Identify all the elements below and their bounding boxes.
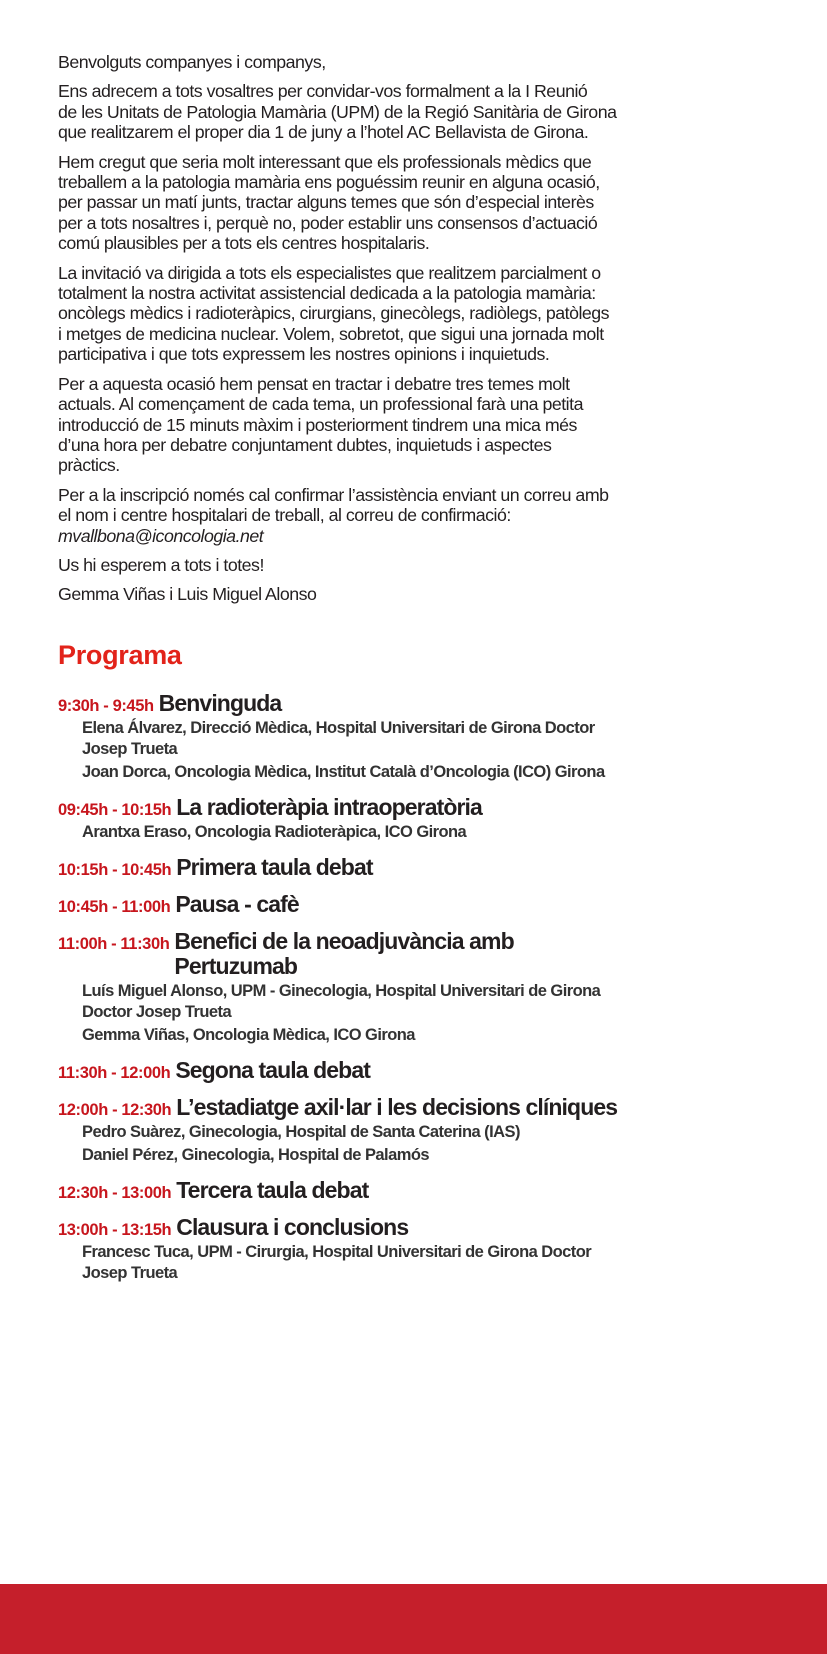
program-item-speaker: Joan Dorca, Oncologia Mèdica, Institut Català d’Oncologia (ICO) Girona xyxy=(82,762,605,781)
program-item-speaker: Elena Álvarez, Direcció Mèdica, Hospital Universitari de Girona Doctor Josep Trueta xyxy=(82,718,595,758)
program-item-time: 09:45h - 10:15h xyxy=(58,800,172,819)
program-item-speaker: Daniel Pérez, Ginecologia, Hospital de Palamós xyxy=(82,1145,429,1164)
program-item-speaker: Arantxa Eraso, Oncologia Radioteràpica, ICO Girona xyxy=(82,822,467,841)
program-item-time: 9:30h - 9:45h xyxy=(58,696,154,715)
program-item-header xyxy=(58,855,778,880)
document-body xyxy=(58,52,778,1296)
program-item-time: 11:00h - 11:30h xyxy=(58,934,170,953)
program-item-title: Benefici de la neoadjuvància amb Pertuzumab xyxy=(174,927,514,979)
program-item xyxy=(58,1058,778,1083)
program-item-time: 10:45h - 11:00h xyxy=(58,897,171,916)
program-item-header xyxy=(58,929,778,979)
program-title: Programa xyxy=(58,639,182,670)
program-list xyxy=(58,691,778,1284)
program-item-header xyxy=(58,892,778,917)
program-item-speaker: Gemma Viñas, Oncologia Mèdica, ICO Girona xyxy=(82,1025,415,1044)
program-item-title: Tercera taula debat xyxy=(176,1176,369,1203)
registration-paragraph: Per a la inscripció només cal confirmar l’assistència enviant un correu amb el nom i centre hospitalari de treball, al correu de confirmació: xyxy=(58,484,609,526)
program-item-header xyxy=(58,1095,778,1120)
program-item xyxy=(58,1178,778,1203)
intro-paragraph: Ens adrecem a tots vosaltres per convidar-vos formalment a la I Reunió de les Unitats de Patologia Mamària (UPM) de la Regió Sanitària de Girona que realitzarem el proper dia 1 de juny a l’hotel AC Bellavista de Girona. xyxy=(58,81,617,143)
program-item xyxy=(58,1215,778,1284)
program-item xyxy=(58,1095,778,1166)
program-item-title: L’estadiatge axil·lar i les decisions clíniques xyxy=(176,1093,618,1120)
program-item xyxy=(58,929,778,1046)
program-item-header xyxy=(58,1178,778,1203)
program-item-title: Benvinguda xyxy=(158,689,282,716)
program-item-time: 12:00h - 12:30h xyxy=(58,1100,172,1119)
program-item-title: Segona taula debat xyxy=(175,1056,370,1083)
program-item-speaker: Pedro Suàrez, Ginecologia, Hospital de Santa Caterina (IAS) xyxy=(82,1122,520,1141)
program-item-speaker: Luís Miguel Alonso, UPM - Ginecologia, Hospital Universitari de Girona Doctor Josep Trueta xyxy=(82,981,601,1021)
program-item xyxy=(58,691,778,783)
greeting: Benvolguts companyes i companys, xyxy=(58,52,326,72)
program-item-header xyxy=(58,795,778,820)
confirmation-email-link[interactable]: mvallbona@iconcologia.net xyxy=(58,525,264,546)
program-item-time: 13:00h - 13:15h xyxy=(58,1220,172,1239)
closing-line: Us hi esperem a tots i totes! xyxy=(58,554,264,575)
program-item xyxy=(58,892,778,917)
format-paragraph: Per a aquesta ocasió hem pensat en tractar i debatre tres temes molt actuals. Al començament de cada tema, un professional farà una petita introducció de 15 minuts màxim i posteriorment tindrem una mica més d’una hora per debatre conjuntament dubtes, inquietuds i aspectes pràctics. xyxy=(58,373,583,476)
program-item-time: 12:30h - 13:00h xyxy=(58,1183,172,1202)
program-item-title: Clausura i conclusions xyxy=(176,1213,409,1240)
program-item xyxy=(58,795,778,843)
program-item xyxy=(58,855,778,880)
program-item-header xyxy=(58,691,778,716)
program-item-speaker: Francesc Tuca, UPM - Cirurgia, Hospital Universitari de Girona Doctor Josep Trueta xyxy=(82,1242,592,1282)
program-item-header xyxy=(58,1215,778,1240)
program-item-header xyxy=(58,1058,778,1083)
program-item-title: Primera taula debat xyxy=(176,853,373,880)
program-item-time: 10:15h - 10:45h xyxy=(58,860,172,879)
footer-band xyxy=(0,1584,827,1654)
motivation-paragraph: Hem cregut que seria molt interessant que els professionals mèdics que treballem a la patologia mamària ens poguéssim reunir en alguna ocasió, per passar un matí junts, tractar alguns temes que són d’especial interès per a tots nosaltres i, perquè no, poder establir uns consensos d’actuació comú plausibles per a tots els centres hospitalaris. xyxy=(58,151,600,254)
signature: Gemma Viñas i Luis Miguel Alonso xyxy=(58,584,317,605)
program-item-time: 11:30h - 12:00h xyxy=(58,1063,171,1082)
program-item-title: Pausa - cafè xyxy=(175,890,299,917)
audience-paragraph: La invitació va dirigida a tots els especialistes que realitzem parcialment o totalment la nostra activitat assistencial dedicada a la patologia mamària: oncòlegs mèdics i radioteràpics, cirurgians, ginecòlegs, radiòlegs, patòlegs i metges de medicina nuclear. Volem, sobretot, que sigui una jornada molt participativa i que tots expressem les nostres opinions i inquietuds. xyxy=(58,262,610,365)
program-item-title: La radioteràpia intraoperatòria xyxy=(176,793,482,820)
